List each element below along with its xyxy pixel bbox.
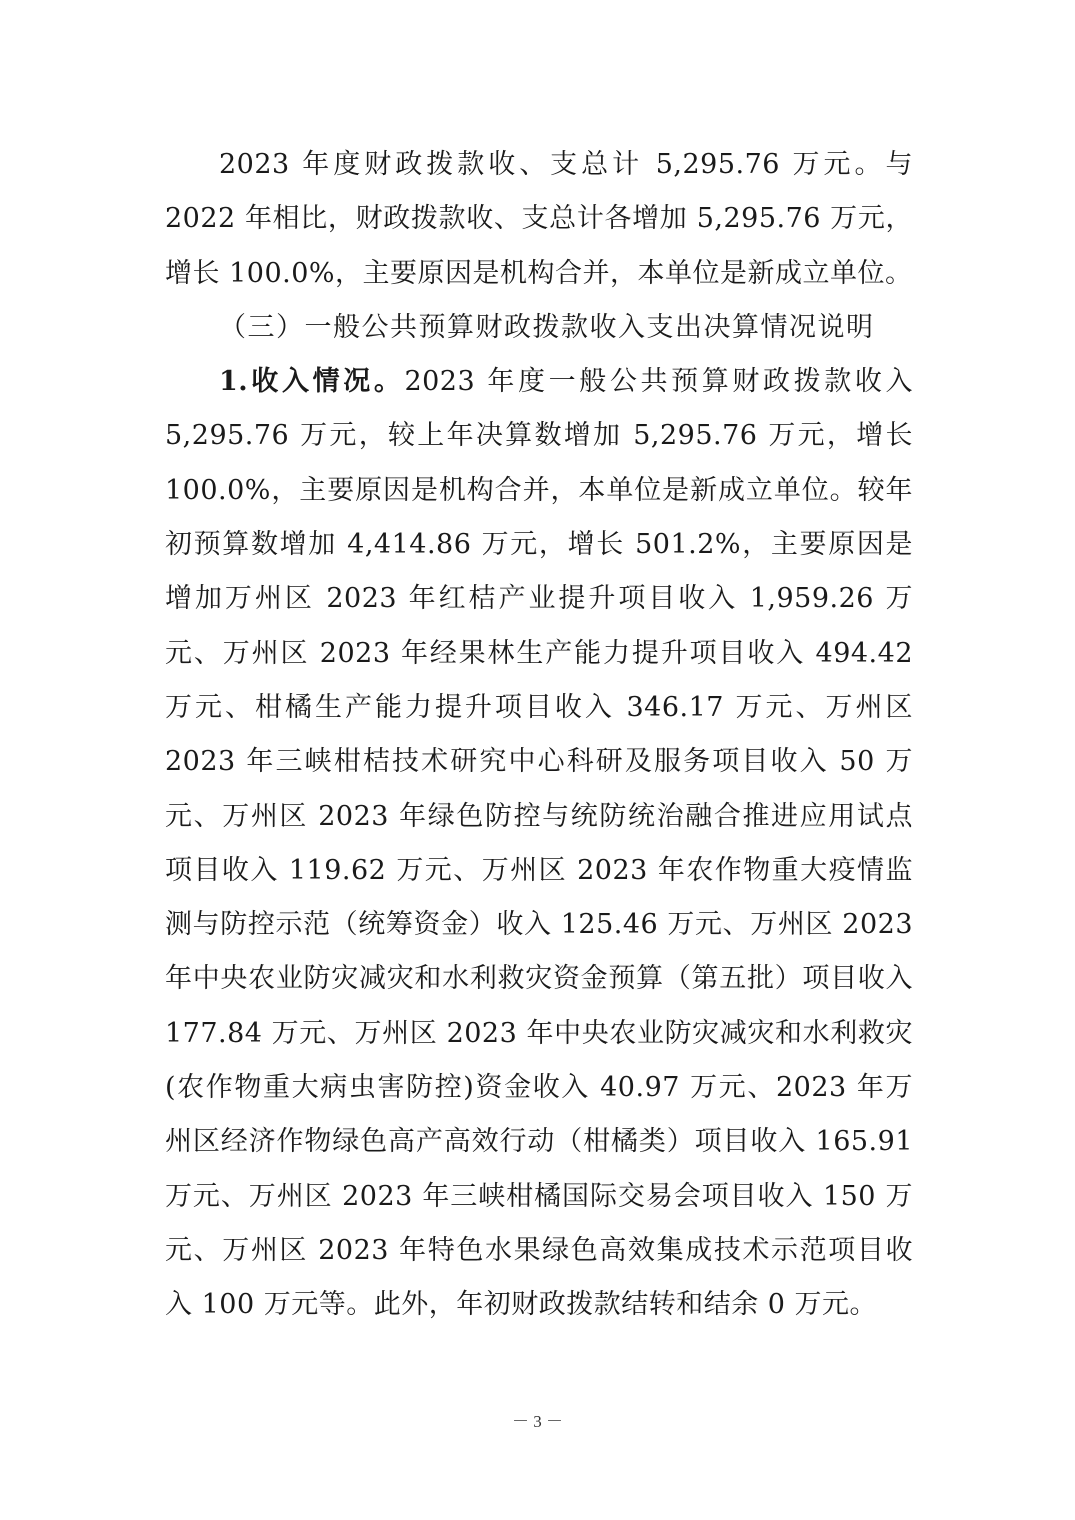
paragraph-income-body: 2023 年度一般公共预算财政拨款收入 5,295.76 万元，较上年决算数增加 5,295.76 万元，增长 100.0%，主要原因是机构合并，本单位是新成立单位。较年初预算数增加 4,414.86 万元，增长 501.2%，主要原因是增加万州区 2023 年红桔产业提升项目收入 1,959.26 万元、万州区 2023 年经果林生产能力提升项目收入 494.42 万元、柑橘生产能力提升项目收入 346.17 万元、万州区 2023 年三峡柑桔技术研究中心科研及服务项目收入 50 万元、万州区 2023 年绿色防控与统防统治融合推进应用试点项目收入 119.62 万元、万州区 2023 年农作物重大疫情监测与防控示范（统筹资金）收入 125.46 万元、万州区 2023 年中央农业防灾减灾和水利救灾资金预算（第五批）项目收入 177.84 万元、万州区 2023 年中央农业防灾减灾和水利救灾(农作物重大病虫害防控)资金收入 40.97 万元、2023 年万州区经济作物绿色高产高效行动（柑橘类）项目收入 165.91 万元、万州区 2023 年三峡柑橘国际交易会项目收入 150 万元、万州区 2023 年特色水果绿色高效集成技术示范项目收入 100 万元等。此外，年初财政拨款结转和结余 0 万元。: [165, 366, 914, 1321]
section-heading-general-budget: （三）一般公共预算财政拨款收入支出决算情况说明: [219, 311, 875, 343]
paragraph-income-lead: 1.收入情况。: [219, 366, 405, 398]
page-number: － 3 －: [512, 1412, 563, 1431]
paragraph-total-funding: 2023 年度财政拨款收、支总计 5,295.76 万元。与 2022 年相比，财政拨款收、支总计各增加 5,295.76 万元，增长 100.0%，主要原因是机构合并，本单位是新成立单位。: [165, 149, 913, 289]
paragraph-income: [165, 355, 913, 1332]
document-body: [165, 138, 913, 1333]
